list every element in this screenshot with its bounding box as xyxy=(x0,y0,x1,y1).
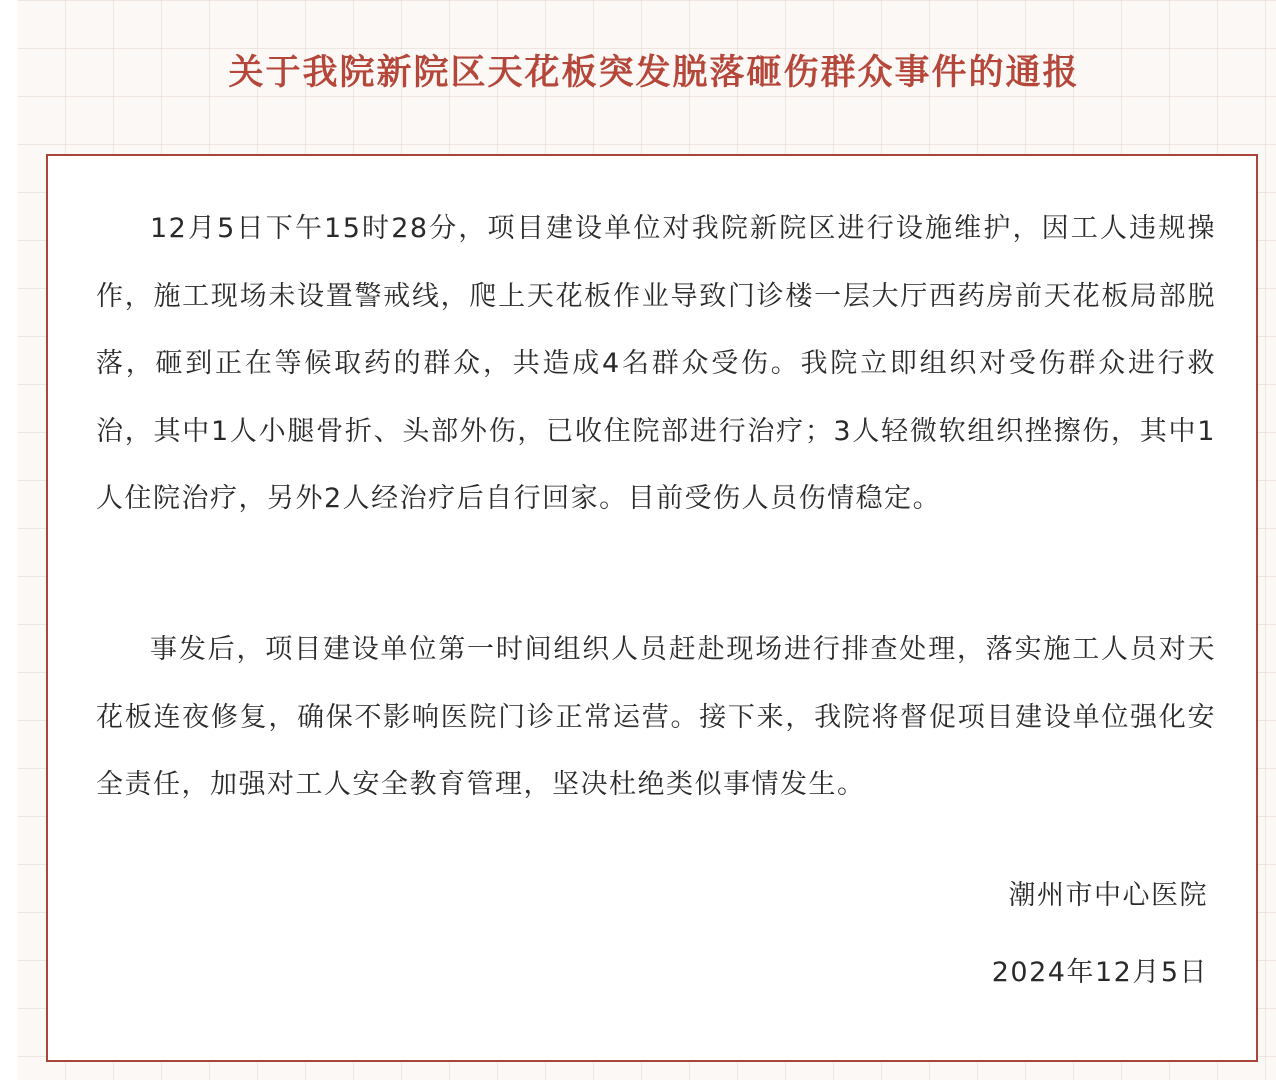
notice-box xyxy=(46,154,1258,1062)
page-edge-strip xyxy=(0,0,18,1080)
signature-date: 2024年12月5日 xyxy=(991,957,1208,988)
notice-paragraph-followup: 事发后，项目建设单位第一时间组织人员赶赴现场进行排查处理，落实施工人员对天花板连夜修复，确保不影响医院门诊正常运营。接下来，我院将督促项目建设单位强化安全责任，加强对工人安全教育管理，坚决杜绝类似事情发生。 xyxy=(96,634,1216,800)
notice-paragraph-incident: 12月5日下午15时28分，项目建设单位对我院新院区进行设施维护，因工人违规操作，施工现场未设置警戒线，爬上天花板作业导致门诊楼一层大厅西药房前天花板局部脱落，砸到正在等候取药的群众，共造成4名群众受伤。我院立即组织对受伤群众进行救治，其中1人小腿骨折、头部外伤，已收住院部进行治疗；3人轻微软组织挫擦伤，其中1人住院治疗，另外2人经治疗后自行回家。目前受伤人员伤情稳定。 xyxy=(96,213,1216,514)
signature-organization: 潮州市中心医院 xyxy=(1008,880,1208,911)
page-title: 关于我院新院区天花板突发脱落砸伤群众事件的通报 xyxy=(228,53,1080,93)
